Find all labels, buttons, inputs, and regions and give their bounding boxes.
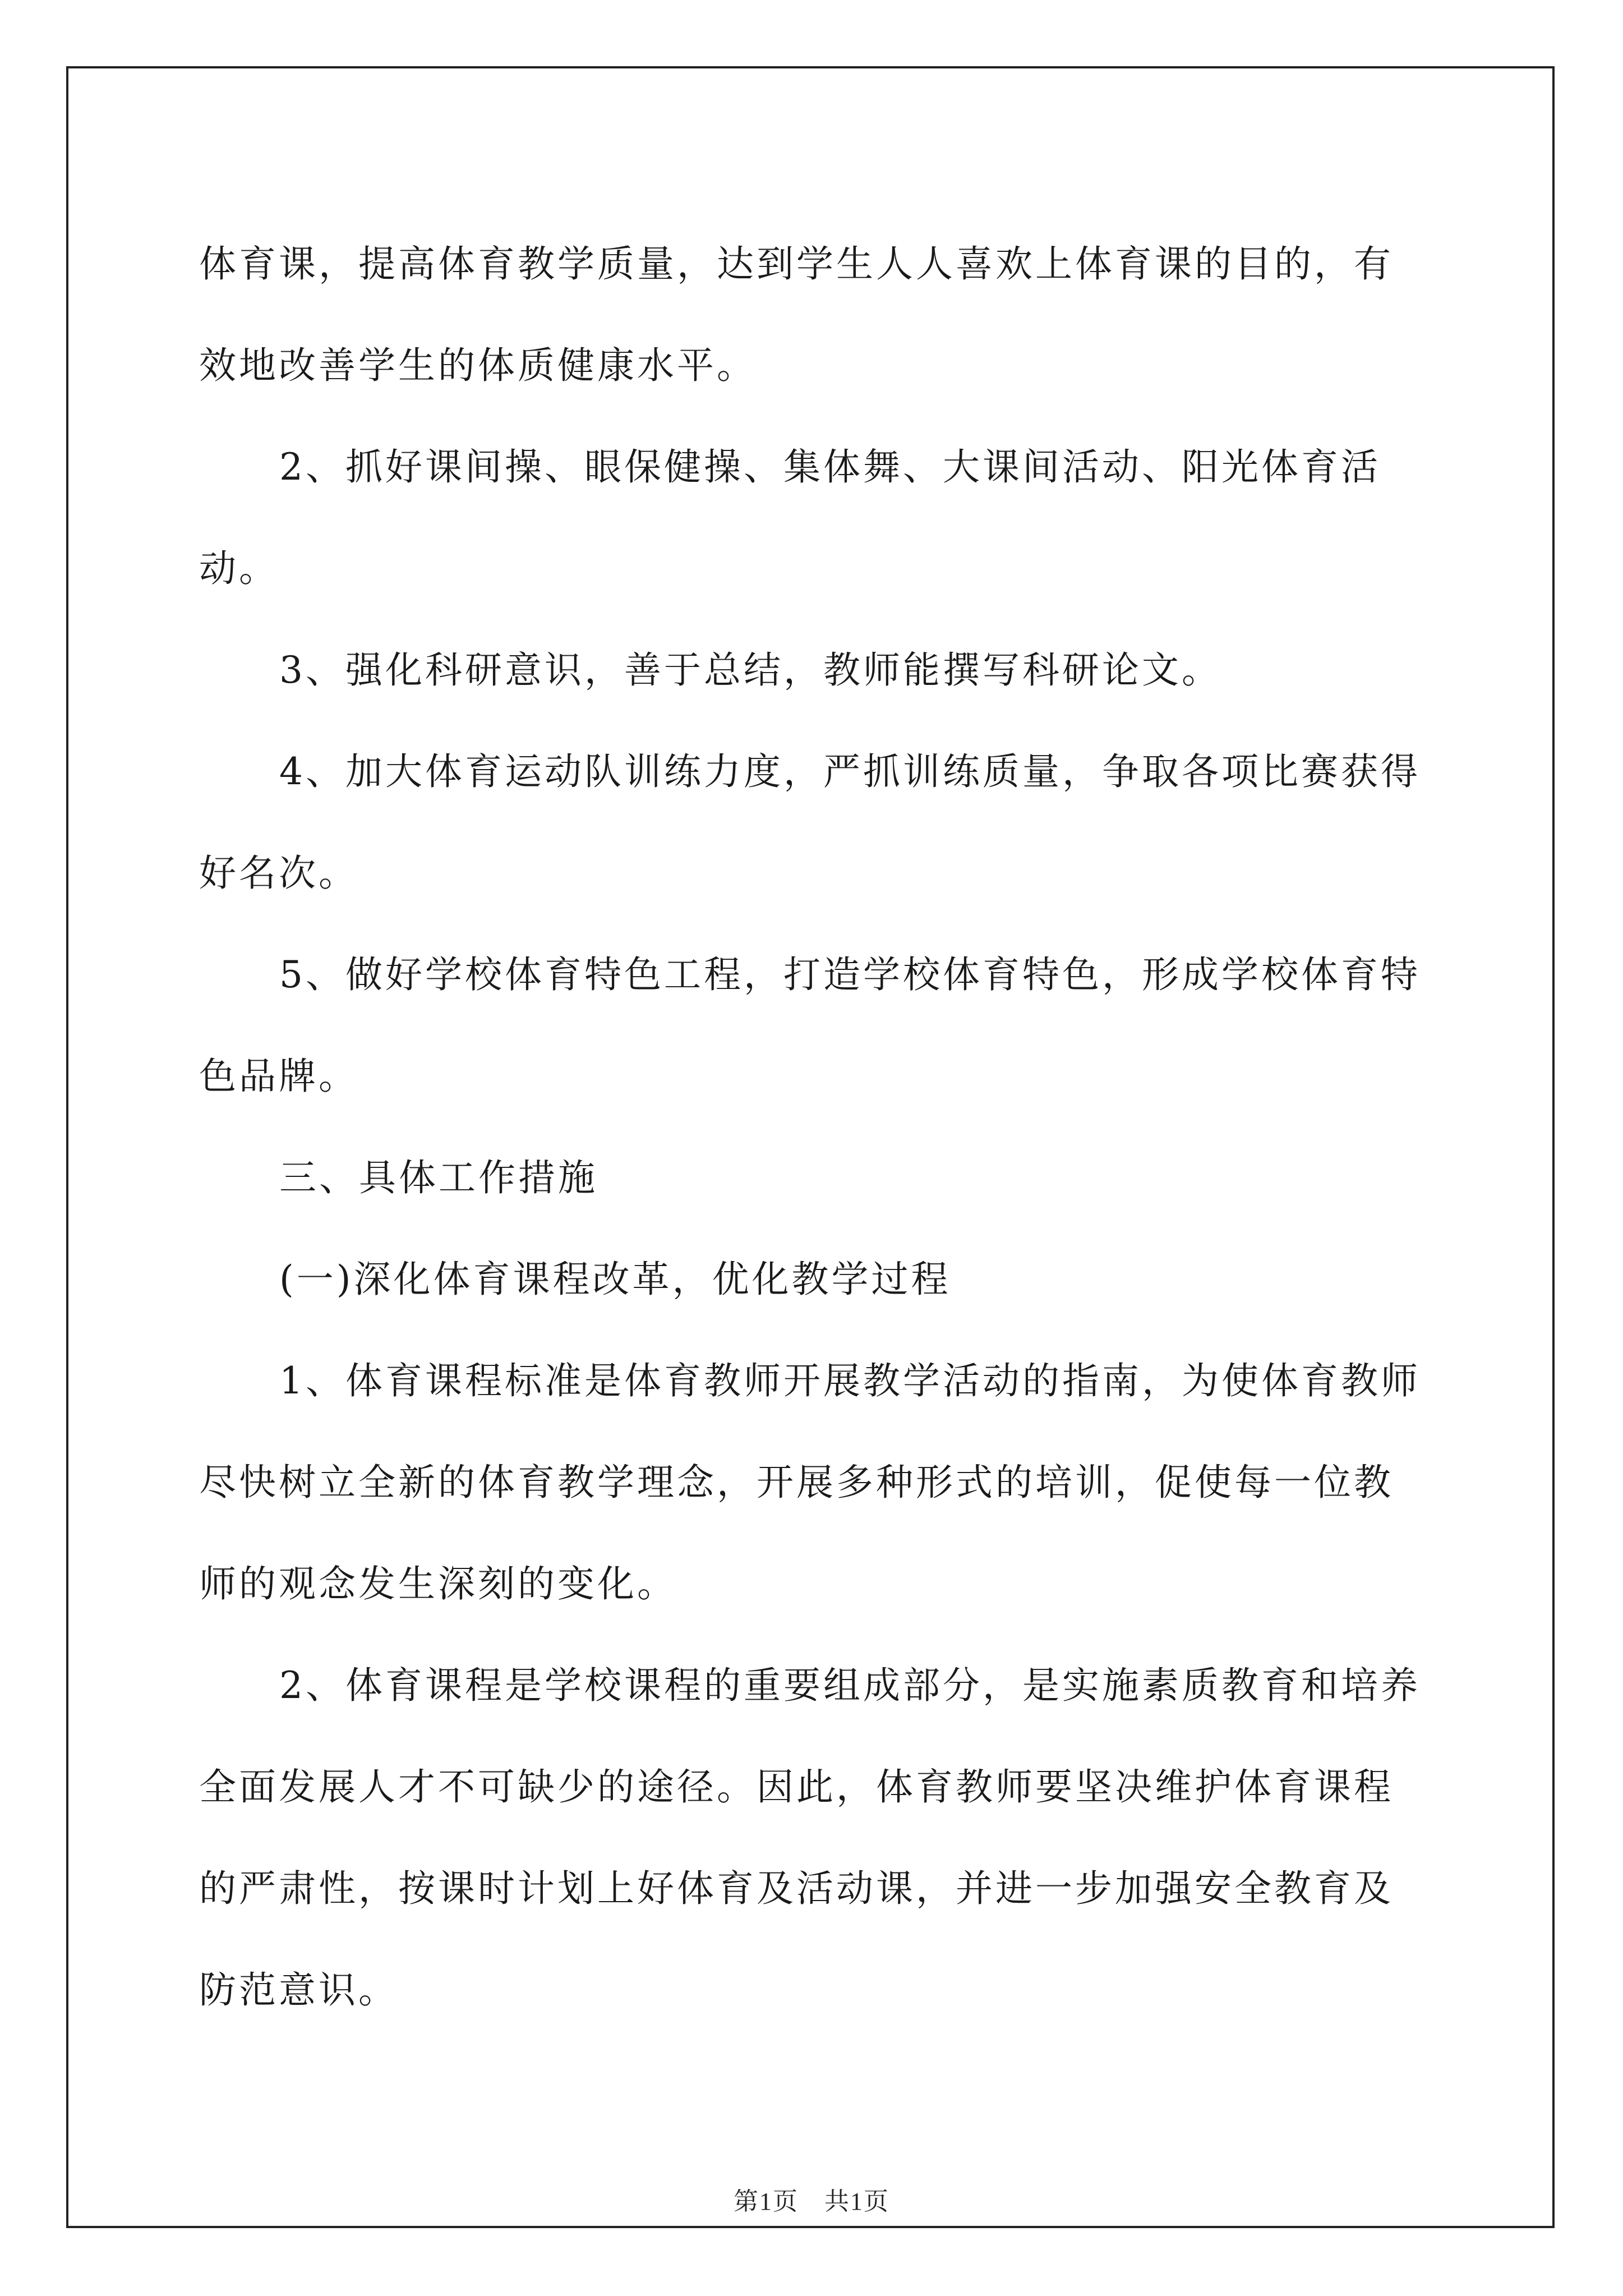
paragraph-measure-2: 2、体育课程是学校课程的重要组成部分，是实施素质教育和培养全面发展人才不可缺少的途径。因此，体育教师要坚决维护体育课程的严肃性，按课时计划上好体育及活动课，并进一步加强安全教育及防范意识。	[199, 1664, 1421, 2012]
document-body	[199, 213, 1427, 2041]
paragraph-item-5: 5、做好学校体育特色工程，打造学校体育特色，形成学校体育特色品牌。	[199, 953, 1421, 1098]
page-footer: 第1页 共1页	[734, 2188, 889, 2215]
subsection-heading-1: (一)深化体育课程改革，优化教学过程	[279, 1258, 951, 1301]
paragraph-item-4: 4、加大体育运动队训练力度，严抓训练质量，争取各项比赛获得好名次。	[199, 750, 1421, 895]
paragraph-measure-1: 1、体育课程标准是体育教师开展教学活动的指南，为使体育教师尽快树立全新的体育教学理念，开展多种形式的培训，促使每一位教师的观念发生深刻的变化。	[199, 1359, 1421, 1605]
paragraph-item-2: 2、抓好课间操、眼保健操、集体舞、大课间活动、阳光体育活动。	[199, 445, 1381, 590]
section-heading-measures: 三、具体工作措施	[279, 1156, 598, 1199]
paragraph-continuation: 体育课，提高体育教学质量，达到学生人人喜欢上体育课的目的，有效地改善学生的体质健康水平。	[199, 242, 1394, 387]
paragraph-item-3: 3、强化科研意识，善于总结，教师能撰写科研论文。	[279, 648, 1221, 692]
